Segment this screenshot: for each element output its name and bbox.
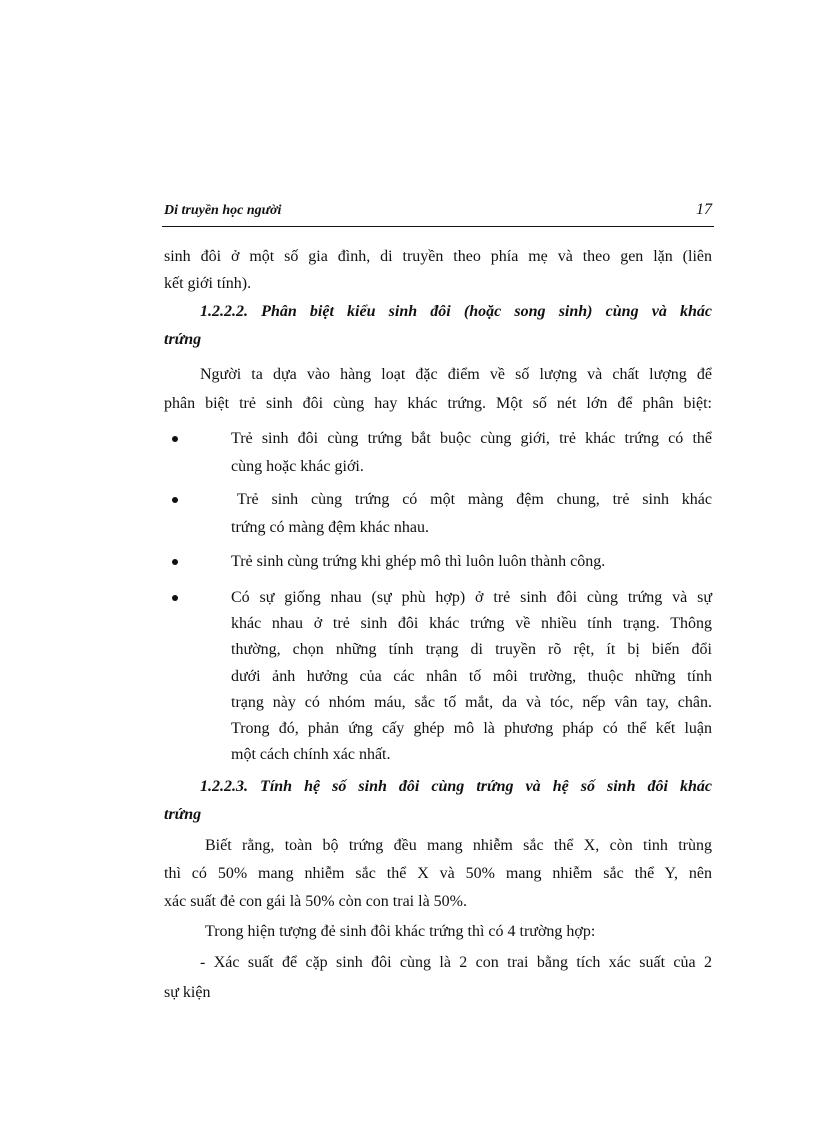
body-line: - Xác suất để cặp sinh đôi cùng là 2 con trai bằng tích xác suất của 2 xyxy=(200,954,712,971)
bullet-line: Trẻ sinh cùng trứng khi ghép mô thì luôn luôn thành công. xyxy=(231,553,606,570)
body-line: sự kiện xyxy=(164,984,211,1001)
header-title: Di truyền học người xyxy=(164,203,282,218)
page-number: 17 xyxy=(696,201,712,218)
bullet-marker xyxy=(172,595,178,601)
section-heading-cont: trứng xyxy=(164,331,202,348)
running-header xyxy=(164,203,712,225)
section-heading-cont: trứng xyxy=(164,806,202,823)
bullet-line: trạng này có nhóm máu, sắc tố mắt, da và tóc, nếp vân tay, chân. xyxy=(231,694,712,711)
body-line: Trong hiện tượng đẻ sinh đôi khác trứng thì có 4 trường hợp: xyxy=(205,923,596,940)
bullet-line: Trẻ sinh đôi cùng trứng bắt buộc cùng giới, trẻ khác trứng có thể xyxy=(231,430,712,447)
bullet-line: Có sự giống nhau (sự phù hợp) ở trẻ sinh đôi cùng trứng và sự xyxy=(231,589,712,606)
bullet-line: dưới ảnh hưởng của các nhân tố môi trường, thuộc những tính xyxy=(231,668,712,685)
section-heading: 1.2.2.3. Tính hệ số sinh đôi cùng trứng và hệ số sinh đôi khác xyxy=(200,778,712,795)
body-line: phân biệt trẻ sinh đôi cùng hay khác trứng. Một số nét lớn để phân biệt: xyxy=(164,395,712,412)
bullet-line: Trẻ sinh cùng trứng có một màng đệm chung, trẻ sinh khác xyxy=(237,491,712,508)
bullet-marker xyxy=(172,436,178,442)
body-line: xác suất đẻ con gái là 50% còn con trai là 50%. xyxy=(164,893,467,910)
bullet-marker xyxy=(172,559,178,565)
body-line: sinh đôi ở một số gia đình, di truyền theo phía mẹ và theo gen lặn (liên xyxy=(164,248,712,265)
body-line: Biết rằng, toàn bộ trứng đều mang nhiễm sắc thể X, còn tinh trùng xyxy=(205,837,712,854)
bullet-line: cùng hoặc khác giới. xyxy=(231,458,364,475)
body-line: Người ta dựa vào hàng loạt đặc điểm về số lượng và chất lượng để xyxy=(200,366,712,383)
bullet-marker xyxy=(172,497,178,503)
header-rule xyxy=(162,226,714,227)
bullet-line: thường, chọn những tính trạng di truyền rõ rệt, ít bị biến đổi xyxy=(231,641,712,658)
bullet-line: một cách chính xác nhất. xyxy=(231,746,391,763)
body-line: thì có 50% mang nhiễm sắc thể X và 50% mang nhiễm sắc thể Y, nên xyxy=(164,865,712,882)
body-line: kết giới tính). xyxy=(164,275,252,292)
bullet-line: trứng có màng đệm khác nhau. xyxy=(231,519,429,536)
bullet-line: Trong đó, phản ứng cấy ghép mô là phương pháp có thể kết luận xyxy=(231,720,712,737)
section-heading: 1.2.2.2. Phân biệt kiểu sinh đôi (hoặc song sinh) cùng và khác xyxy=(200,303,712,320)
bullet-line: khác nhau ở trẻ sinh đôi khác trứng về nhiều tính trạng. Thông xyxy=(231,615,712,632)
